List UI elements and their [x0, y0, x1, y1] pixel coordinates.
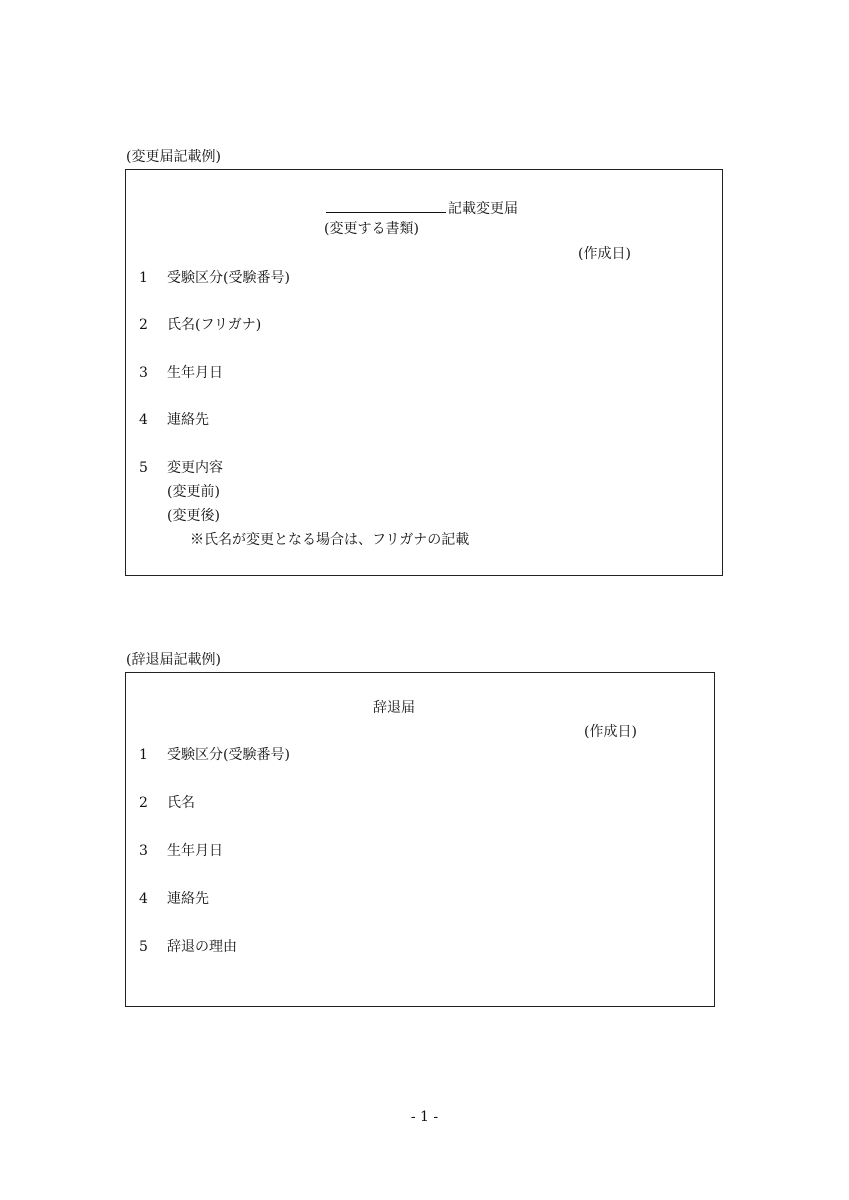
item-label: 連絡先 [167, 891, 209, 907]
item-number: 5 [139, 460, 148, 476]
withdraw-form-caption: (辞退届記載例) [126, 652, 221, 668]
withdraw-item-4 [139, 892, 209, 906]
withdraw-item-1 [139, 748, 290, 762]
item-label: 受験区分(受験番号) [167, 270, 290, 286]
item-label: 辞退の理由 [167, 939, 237, 955]
change-form-date-label: (作成日) [578, 246, 631, 262]
change-form-subtitle: (変更する書類) [324, 221, 419, 237]
withdraw-item-2 [139, 796, 195, 810]
item-number: 3 [139, 843, 148, 859]
change-item-1 [139, 271, 290, 285]
item-number: 4 [139, 891, 148, 907]
withdraw-form-title: 辞退届 [373, 700, 415, 716]
item-label: 受験区分(受験番号) [167, 747, 290, 763]
item-number: 2 [139, 317, 148, 333]
withdraw-item-3 [139, 844, 223, 858]
change-item-2 [139, 318, 261, 332]
item-number: 2 [139, 795, 148, 811]
page-number: - 1 - [410, 1109, 439, 1125]
document-name-blank [326, 200, 446, 213]
change-after-label: (変更後) [167, 508, 220, 524]
change-before-label: (変更前) [167, 484, 220, 500]
item-number: 3 [139, 365, 148, 381]
change-item-5 [139, 461, 223, 475]
withdraw-form-box [125, 672, 715, 1007]
change-item-4 [139, 413, 209, 427]
withdraw-item-5 [139, 940, 237, 954]
withdraw-form-date-label: (作成日) [584, 724, 637, 740]
item-label: 連絡先 [167, 412, 209, 428]
change-form-caption: (変更届記載例) [126, 149, 221, 165]
item-number: 4 [139, 412, 148, 428]
item-number: 1 [139, 270, 148, 286]
item-label: 生年月日 [167, 365, 223, 381]
item-number: 5 [139, 939, 148, 955]
change-note: ※氏名が変更となる場合は、フリガナの記載 [190, 532, 470, 548]
item-number: 1 [139, 747, 148, 763]
item-label: 変更内容 [167, 460, 223, 476]
item-label: 生年月日 [167, 843, 223, 859]
change-form-title-text: 記載変更届 [448, 201, 518, 217]
change-item-3 [139, 366, 223, 380]
change-form-title [326, 200, 518, 216]
item-label: 氏名(フリガナ) [167, 317, 262, 333]
item-label: 氏名 [167, 795, 195, 811]
